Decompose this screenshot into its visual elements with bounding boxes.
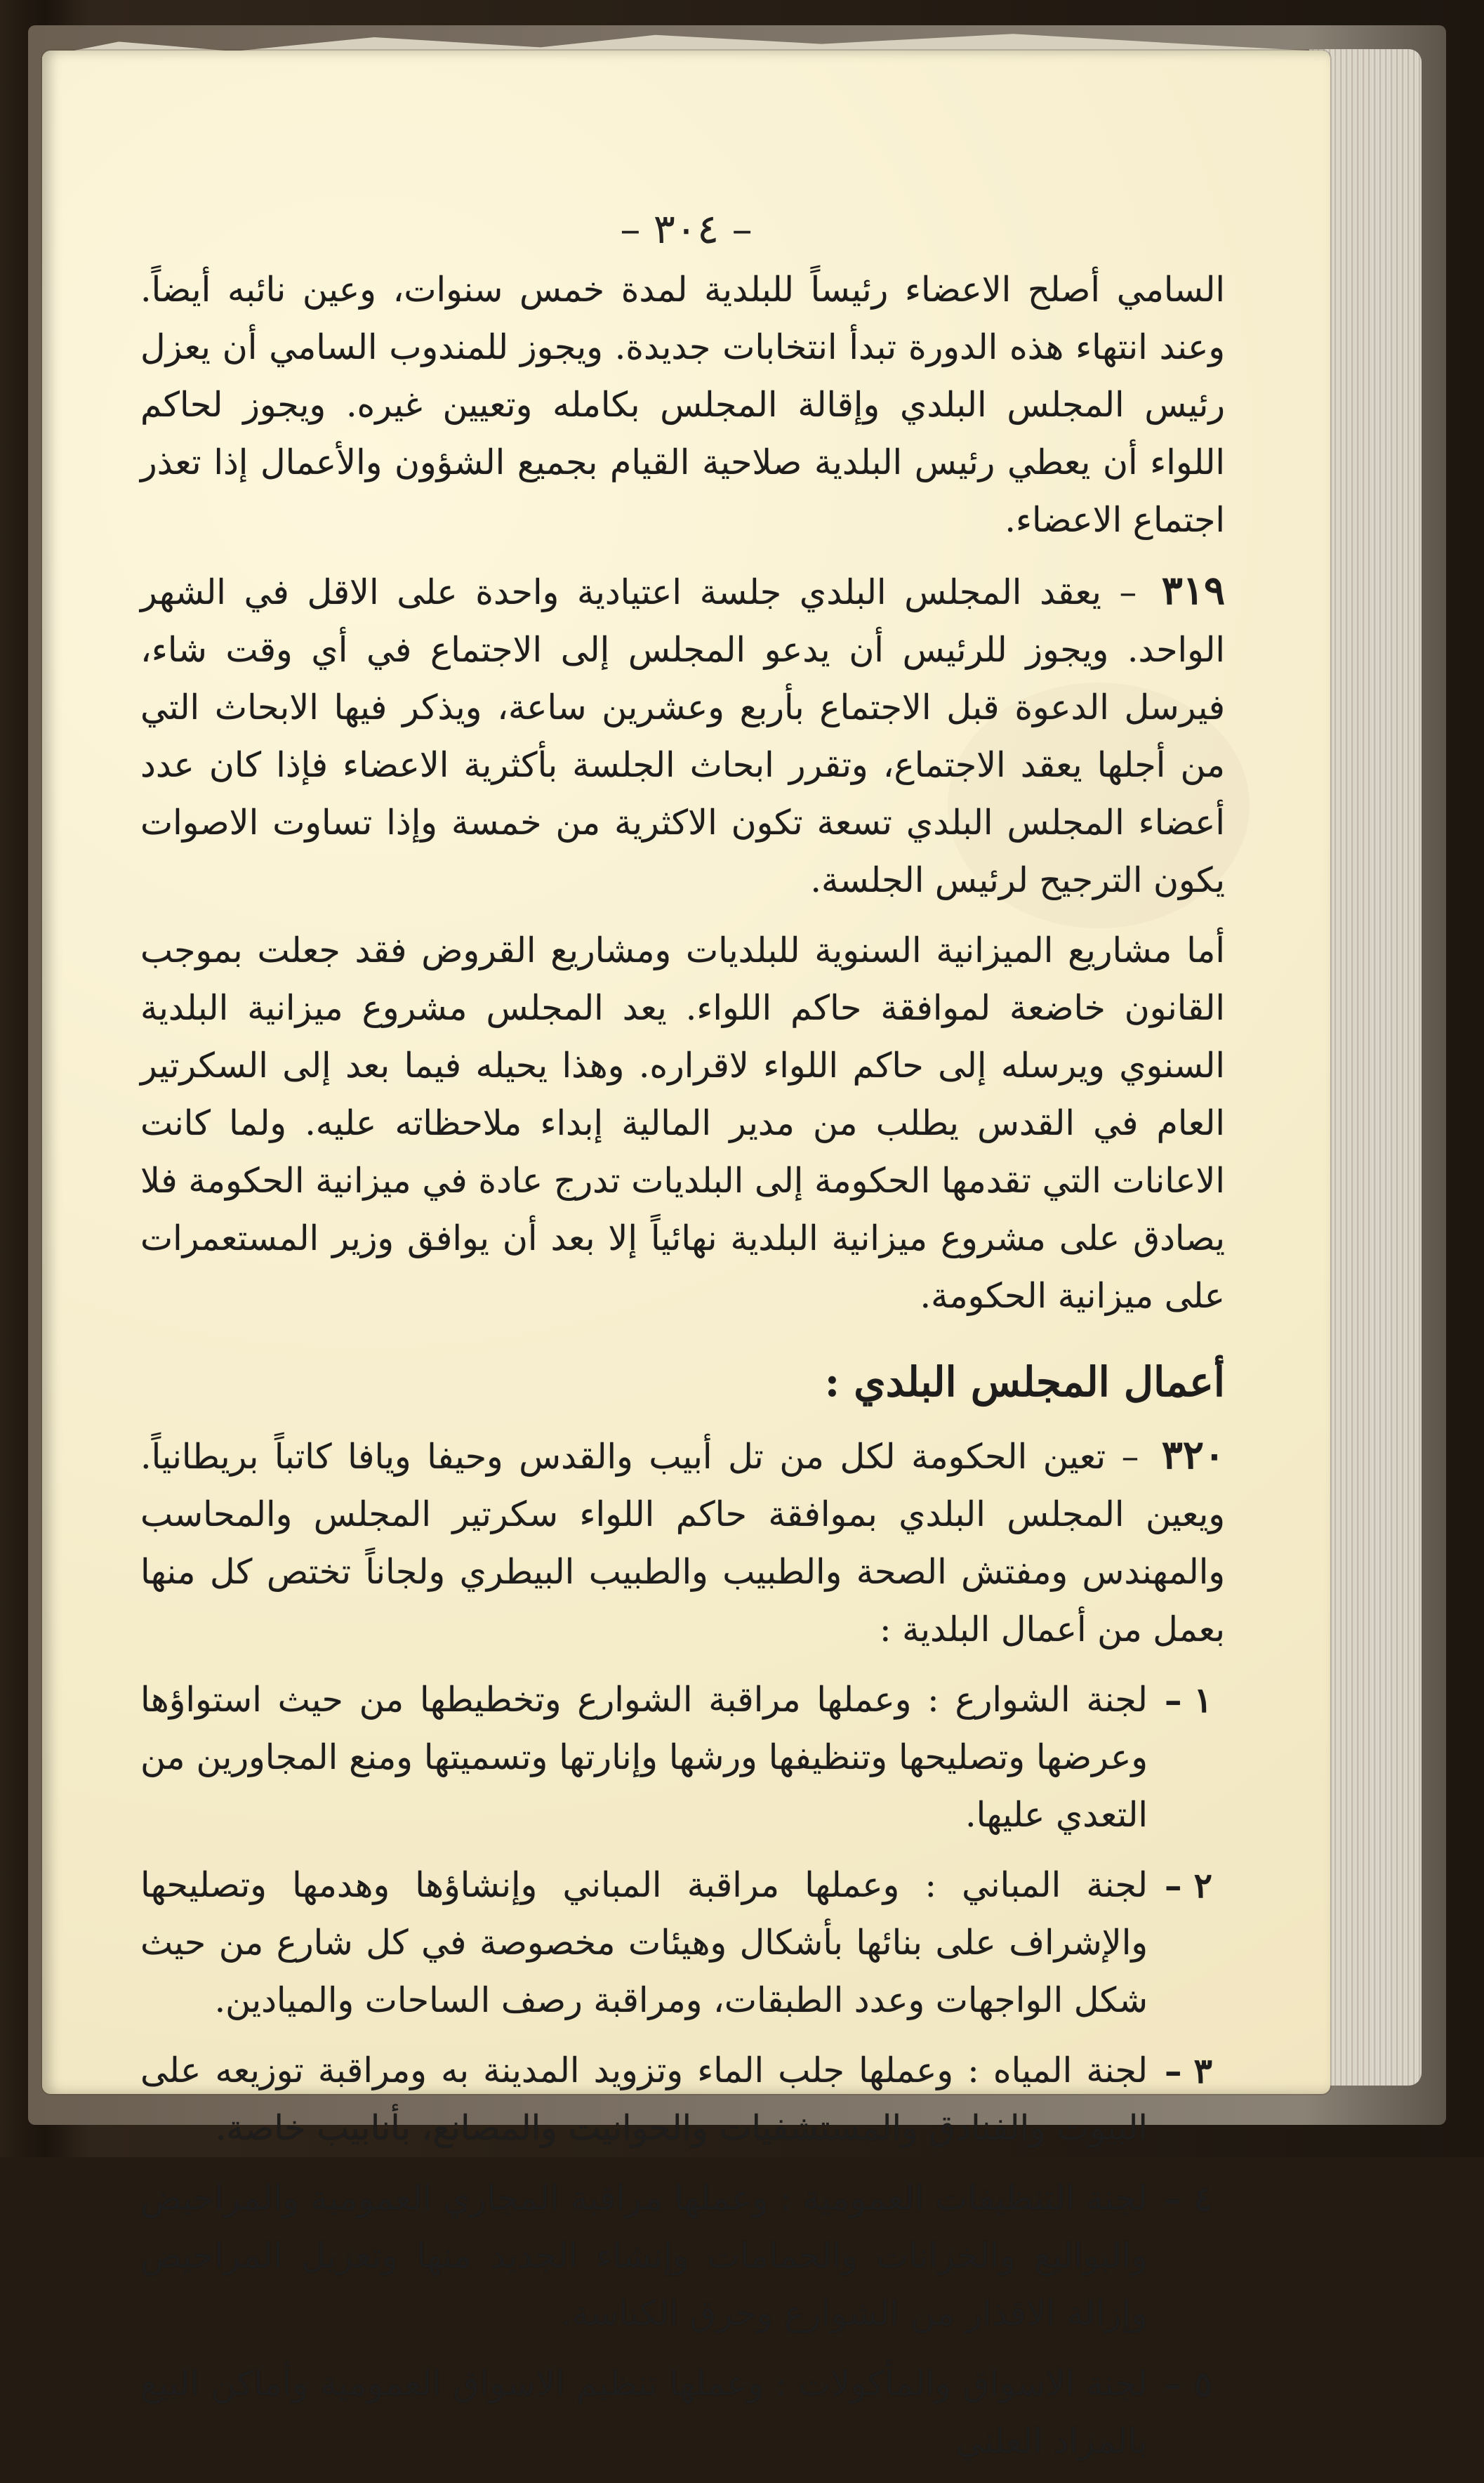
list-item — [140, 2170, 1225, 2343]
book-page — [42, 51, 1330, 2461]
article-text: – تعين الحكومة لكل من تل أبيب والقدس وحيفا ويافا كاتباً بريطانياً. ويعين المجلس البلدي بموافقة حاكم اللواء سكرتير المجلس والمحاسب والمهندس ومفتش الصحة والطبيب والطبيب البيطري ولجاناً تختص كل منها بعمل من أعمال البلدية : — [140, 1437, 1225, 1649]
list-text: لجنة الشوارع : وعملها مراقبة الشوارع وتخطيطها من حيث استواؤها وعرضها وتصليحها وتنظيفها ورشها وإنارتها وتسميتها ومنع المجاورين من التعدي عليها. — [140, 1680, 1148, 1835]
list-text: لجنة الاسواق والمأكولات : وعملها تنظيم الاسواق العمومية وأماكن البيع بالمزاد العلني — [140, 2364, 1148, 2461]
page-number: – ٣٠٤ – — [620, 205, 753, 253]
article-number: ٣٢٠ — [1161, 1432, 1225, 1478]
article-number: ٣١٩ — [1161, 567, 1226, 614]
list-number: ٢ – — [1165, 1865, 1212, 1906]
page-content — [140, 261, 1225, 2483]
article-text: – يعقد المجلس البلدي جلسة اعتيادية واحدة على الاقل في الشهر الواحد. ويجوز للرئيس أن يدعو المجلس إلى الاجتماع في أي وقت شاء، فيرسل الدعوة قبل الاجتماع بأربع وعشرين ساعة، ويذكر فيها الابحاث التي من أجلها يعقد الاجتماع، وتقرر ابحاث الجلسة بأكثرية الاعضاء فإذا كان عدد أعضاء المجلس البلدي تسعة تكون الاكثرية من خمسة وإذا تساوت الاصوات يكون الترجيح لرئيس الجلسة. — [140, 572, 1225, 900]
list-item — [140, 1671, 1225, 1844]
list-item — [140, 2355, 1225, 2470]
list-item — [140, 1857, 1225, 2029]
list-number: ٣ – — [1165, 2050, 1212, 2091]
list-text: لجنة المباني : وعملها مراقبة المباني وإنشاؤها وهدمها وتصليحها والإشراف على بنائها بأشكال وهيئات مخصوصة في كل شارع من حيث شكل الواجهات وعدد الطبقات، ومراقبة رصف الساحات والميادين. — [140, 1865, 1148, 2020]
budget-paragraph: أما مشاريع الميزانية السنوية للبلديات ومشاريع القروض فقد جعلت بموجب القانون خاضعة لموافقة حاكم اللواء. يعد المجلس مشروع ميزانية البلدية السنوي ويرسله إلى حاكم اللواء لاقراره. وهذا يحيله فيما بعد إلى السكرتير العام في القدس يطلب من مدير المالية إبداء ملاحظاته عليه. ولما كانت الاعانات التي تقدمها الحكومة إلى البلديات تدرج عادة في ميزانية الحكومة فلا يصادق على مشروع ميزانية البلدية نهائياً إلا بعد أن يوافق وزير المستعمرات على ميزانية الحكومة. — [140, 930, 1225, 1316]
section-heading: أعمال المجلس البلدي : — [824, 1358, 1225, 1406]
opening-paragraph: السامي أصلح الاعضاء رئيساً للبلدية لمدة خمس سنوات، وعين نائبه أيضاً. وعند انتهاء هذه الدورة تبدأ انتخابات جديدة. ويجوز للمندوب السامي أن يعزل رئيس المجلس البلدي وإقالة المجلس بكامله وتعيين غيره. ويجوز لحاكم اللواء أن يعطي رئيس البلدية صلاحية القيام بجميع الشؤون والأعمال إذا تعذر اجتماع الاعضاء. — [140, 270, 1225, 540]
list-number: ١ – — [1165, 1680, 1212, 1720]
list-number: ٤ – — [1165, 2178, 1212, 2219]
list-item — [140, 2042, 1225, 2157]
list-number: ٥ – — [1165, 2364, 1212, 2404]
list-text: لجنة التنظيفات العمومية : وعملها مراقبة المجاري العمومية والمراحيض والبواليع والخزانات والحمامات وإنشاء الجديد منها وتعزيل المراحيض وإزالة الاقذار من الشوارع وحرق الكناسة. — [140, 2178, 1148, 2333]
article-319 — [140, 562, 1225, 909]
list-text: لجنة المياه : وعملها جلب الماء وتزويد المدينة به ومراقبة توزيعه على البيوت والفنادق والمستشفيات والحوانيت والمصانع، بأنابيب خاصة. — [140, 2050, 1148, 2148]
article-320 — [140, 1426, 1225, 1659]
